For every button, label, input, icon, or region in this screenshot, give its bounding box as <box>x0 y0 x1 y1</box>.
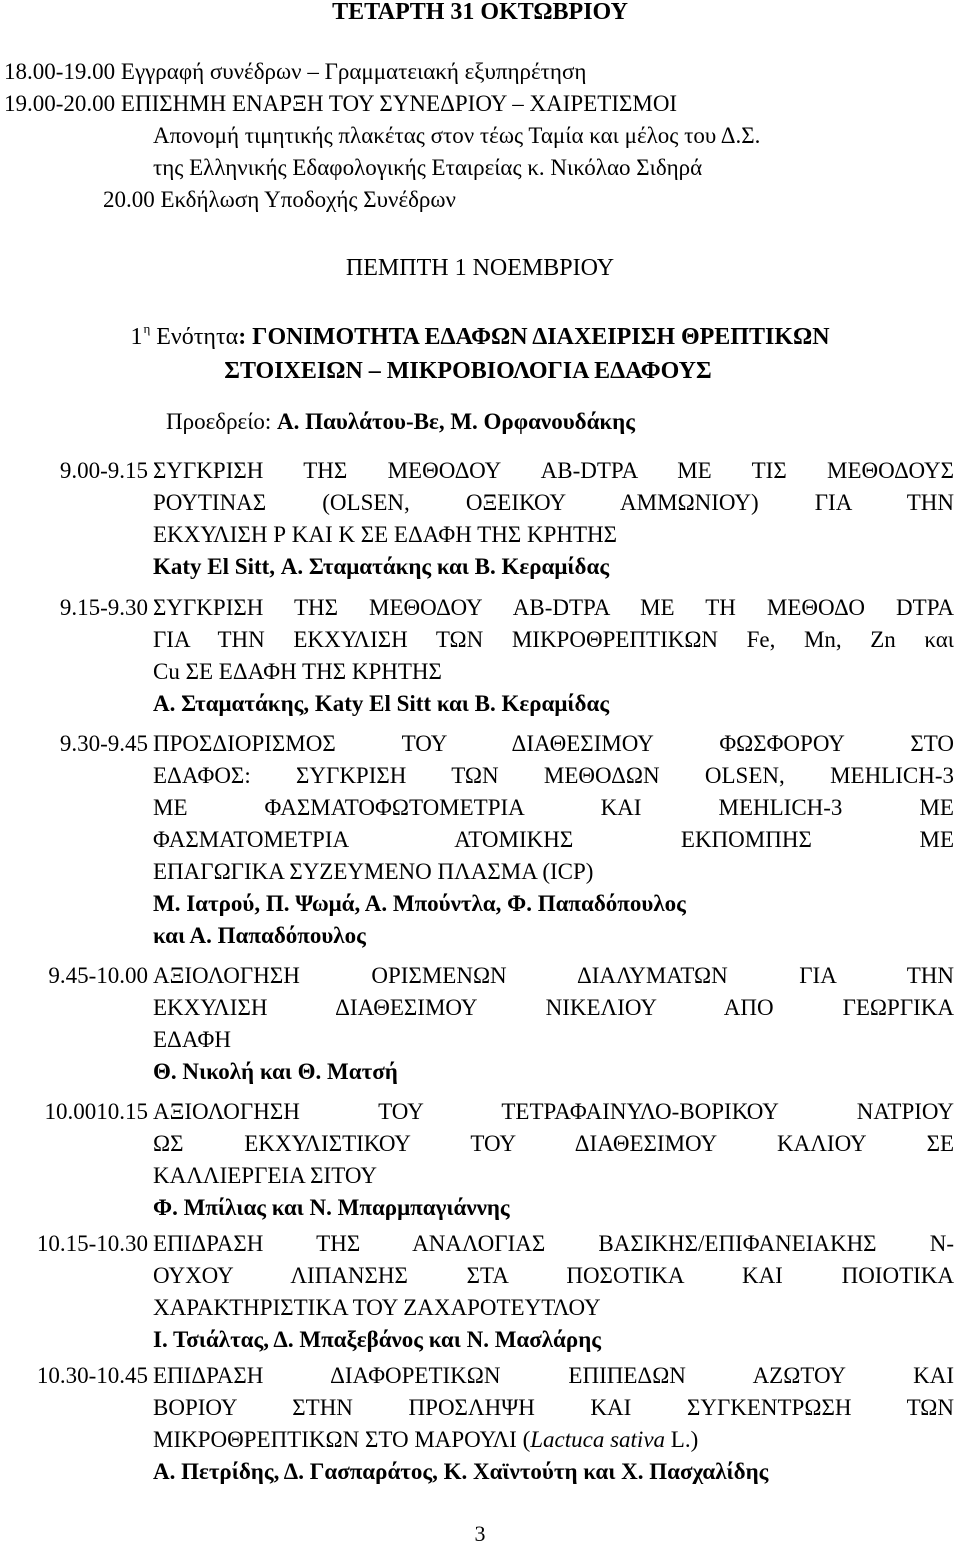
talk-body <box>153 592 954 720</box>
talk-authors: Katy El Sitt, Α. Σταματάκης και Β. Κεραμίδας <box>153 554 610 579</box>
talk-title-line: ΣΥΓΚΡΙΣΗ ΤΗΣ ΜΕΘΟΔΟΥ AB-DTPA ΜΕ ΤΙΣ ΜΕΘΟΔΟΥΣ <box>153 458 954 483</box>
talk-body <box>153 455 954 583</box>
chair-label: Προεδρείο: <box>166 409 272 434</box>
talk-body <box>153 1096 954 1224</box>
talk-title-line: ΕΔΑΦΟΣ: ΣΥΓΚΡΙΣΗ ΤΩΝ ΜΕΘΟΔΩΝ OLSEN, MEHLICH-3 <box>153 763 954 788</box>
section-heading <box>0 321 960 356</box>
day-heading-wednesday: ΤΕΤΑΡΤΗ 31 ΟΚΤΩΒΡΙΟΥ <box>332 0 628 25</box>
schedule-line-reception: 20.00 Εκδήλωση Υποδοχής Συνέδρων <box>103 187 456 212</box>
section-heading-continued <box>0 355 948 387</box>
schedule-line-award-1: Απονομή τιμητικής πλακέτας στον τέως Ταμία και μέλος του Δ.Σ. <box>153 123 761 148</box>
talk-authors: και Α. Παπαδόπουλος <box>153 923 366 948</box>
talk-title-line: ΦΑΣΜΑΤΟΜΕΤΡΙΑ ΑΤΟΜΙΚΗΣ ΕΚΠΟΜΠΗΣ ΜΕ <box>153 827 954 852</box>
talk-title-line: Cu ΣΕ ΕΔΑΦΗ ΤΗΣ ΚΡΗΤΗΣ <box>153 659 442 684</box>
section-title-1: : ΓΟΝΙΜΟΤΗΤΑ ΕΔΑΦΩΝ ΔΙΑΧΕΙΡΙΣΗ ΘΡΕΠΤΙΚΩΝ <box>238 324 830 350</box>
schedule-line-registration: 18.00-19.00 Εγγραφή συνέδρων – Γραμματειακή εξυπηρέτηση <box>4 59 587 84</box>
talk-title-line: ΡΟΥΤΙΝΑΣ (OLSEN, ΟΞΕΙΚΟΥ ΑΜΜΩΝΙΟΥ) ΓΙΑ ΤΗΝ <box>153 490 954 515</box>
schedule-line-award-2: της Ελληνικής Εδαφολογικής Εταιρείας κ. Νικόλαο Σιδηρά <box>153 155 703 180</box>
talk-title-line <box>153 1424 954 1456</box>
talk-title-line: ΕΠΙΔΡΑΣΗ ΤΗΣ ΑΝΑΛΟΓΙΑΣ ΒΑΣΙΚΗΣ/ΕΠΙΦΑΝΕΙΑΚΗΣ Ν- <box>153 1231 954 1256</box>
talk-title-line: ΧΑΡΑΚΤΗΡΙΣΤΙΚΑ ΤΟΥ ΖΑΧΑΡΟΤΕΥΤΛΟΥ <box>153 1295 601 1320</box>
talk-title-line: ΒΟΡΙΟΥ ΣΤΗΝ ΠΡΟΣΛΗΨΗ ΚΑΙ ΣΥΓΚΕΝΤΡΩΣΗ ΤΩΝ <box>153 1395 954 1420</box>
talk-time: 9.30-9.45 <box>59 731 148 756</box>
section-number: 1 <box>130 324 143 350</box>
talk-title-line: ΚΑΛΛΙΕΡΓΕΙΑ ΣΙΤΟΥ <box>153 1163 377 1188</box>
talk-authors: Θ. Νικολή και Θ. Ματσή <box>153 1059 398 1084</box>
talk-title-line: ΩΣ ΕΚΧΥΛΙΣΤΙΚΟΥ ΤΟΥ ΔΙΑΘΕΣΙΜΟΥ ΚΑΛΙΟΥ ΣΕ <box>153 1131 954 1156</box>
talk-title-prefix: ΜΙΚΡΟΘΡΕΠΤΙΚΩΝ ΣΤΟ ΜΑΡΟΥΛΙ ( <box>153 1427 531 1452</box>
talk-time: 10.0010.15 <box>44 1099 148 1124</box>
talk-authors: Μ. Ιατρού, Π. Ψωμά, Α. Μπούντλα, Φ. Παπαδόπουλος <box>153 891 686 916</box>
species-name: Lactuca sativa <box>530 1427 666 1452</box>
talk-time: 10.30-10.45 <box>36 1363 148 1388</box>
talk-time: 10.15-10.30 <box>36 1231 148 1256</box>
talk-time: 9.45-10.00 <box>48 963 148 988</box>
talk-title-line: ΕΠΙΔΡΑΣΗ ΔΙΑΦΟΡΕΤΙΚΩΝ ΕΠΙΠΕΔΩΝ ΑΖΩΤΟΥ ΚΑΙ <box>153 1363 954 1388</box>
talk-title-line: ΟΥΧΟΥ ΛΙΠΑΝΣΗΣ ΣΤΑ ΠΟΣΟΤΙΚΑ ΚΑΙ ΠΟΙΟΤΙΚΑ <box>153 1263 954 1288</box>
talk-authors: Α. Πετρίδης, Δ. Γασπαράτος, Κ. Χαϊντούτη και Χ. Πασχαλίδης <box>153 1459 769 1484</box>
talk-body <box>153 1360 954 1488</box>
session-chairs <box>166 406 635 438</box>
talk-title-line: ΓΙΑ ΤΗΝ ΕΚΧΥΛΙΣΗ ΤΩΝ ΜΙΚΡΟΘΡΕΠΤΙΚΩΝ Fe, Mn, Zn και <box>153 627 954 652</box>
talk-title-suffix: L.) <box>665 1427 699 1452</box>
talk-time: 9.00-9.15 <box>59 458 148 483</box>
talk-authors: Α. Σταματάκης, Katy El Sitt και Β. Κεραμίδας <box>153 691 610 716</box>
talk-title-line: ΕΠΑΓΩΓΙΚΑ ΣΥΖΕΥΜΕΝΟ ΠΛΑΣΜΑ (ICP) <box>153 859 594 884</box>
page-number: 3 <box>474 1521 486 1546</box>
talk-title-line: ΑΞΙΟΛΟΓΗΣΗ ΟΡΙΣΜΕΝΩΝ ΔΙΑΛΥΜΑΤΩΝ ΓΙΑ ΤΗΝ <box>153 963 954 988</box>
talk-title-line: ΑΞΙΟΛΟΓΗΣΗ ΤΟΥ ΤΕΤΡΑΦΑΙΝΥΛΟ-ΒΟΡΙΚΟΥ ΝΑΤΡΙΟΥ <box>153 1099 954 1124</box>
talk-title-line: ΕΔΑΦΗ <box>153 1027 231 1052</box>
section-title-2: ΣΤΟΙΧΕΙΩΝ – ΜΙΚΡΟΒΙΟΛΟΓΙΑ ΕΔΑΦΟΥΣ <box>224 358 712 384</box>
talk-title-line: ΕΚΧΥΛΙΣΗ Ρ ΚΑΙ Κ ΣΕ ΕΔΑΦΗ ΤΗΣ ΚΡΗΤΗΣ <box>153 522 618 547</box>
talk-title-line: ΜΕ ΦΑΣΜΑΤΟΦΩΤΟΜΕΤΡΙΑ ΚΑΙ MEHLICH-3 ΜΕ <box>153 795 954 820</box>
talk-authors: Φ. Μπίλιας και Ν. Μπαρμπαγιάννης <box>153 1195 510 1220</box>
chair-names: Α. Παυλάτου-Βε, Μ. Ορφανουδάκης <box>277 409 635 434</box>
section-word: Ενότητα <box>156 324 239 350</box>
talk-authors: Ι. Τσιάλτας, Δ. Μπαξεβάνος και Ν. Μασλάρης <box>153 1327 601 1352</box>
talk-title-line: ΠΡΟΣΔΙΟΡΙΣΜΟΣ ΤΟΥ ΔΙΑΘΕΣΙΜΟΥ ΦΩΣΦΟΡΟΥ ΣΤΟ <box>153 731 954 756</box>
talk-body <box>153 728 954 952</box>
section-ordinal: η <box>143 321 151 336</box>
talk-title-line: ΣΥΓΚΡΙΣΗ ΤΗΣ ΜΕΘΟΔΟΥ AB-DTPA ΜΕ ΤΗ ΜΕΘΟΔΟ DTPA <box>153 595 954 620</box>
talk-title-line: ΕΚΧΥΛΙΣΗ ΔΙΑΘΕΣΙΜΟΥ ΝΙΚΕΛΙΟΥ ΑΠΟ ΓΕΩΡΓΙΚΑ <box>153 995 954 1020</box>
talk-time: 9.15-9.30 <box>59 595 148 620</box>
schedule-line-opening: 19.00-20.00 ΕΠΙΣΗΜΗ ΕΝΑΡΞΗ ΤΟΥ ΣΥΝΕΔΡΙΟΥ – ΧΑΙΡΕΤΙΣΜΟΙ <box>4 91 678 116</box>
day-heading-thursday: ΠΕΜΠΤΗ 1 ΝΟΕΜΒΡΙΟΥ <box>345 255 615 281</box>
talk-body <box>153 960 954 1088</box>
talk-body <box>153 1228 954 1356</box>
